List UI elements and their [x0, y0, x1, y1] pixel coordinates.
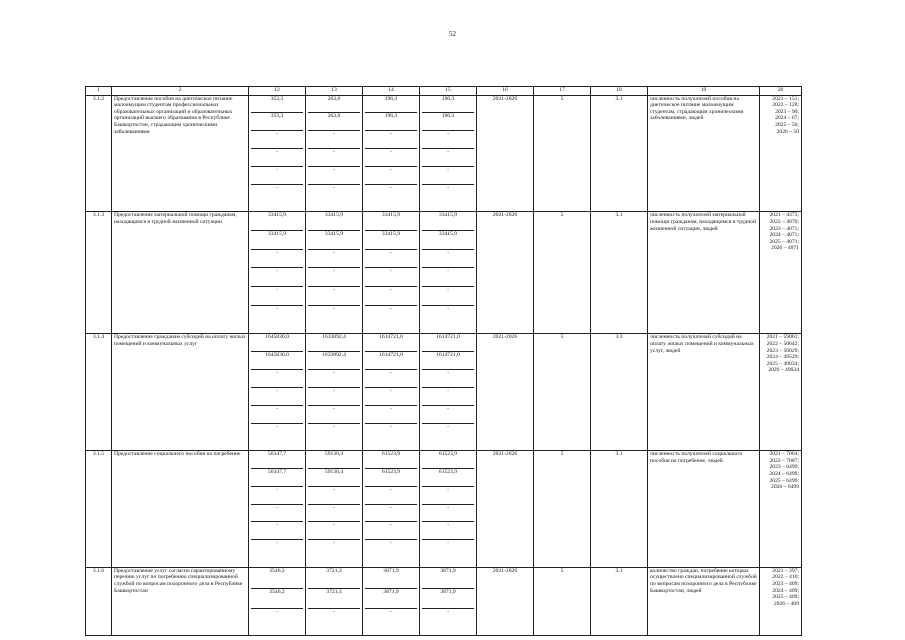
finance-value: -: [251, 250, 303, 269]
finance-column: [420, 95, 477, 212]
row-indicator: количество граждан, погребение которых осуществлено специализированной службой по вопросам похоронного дела в Республике Башкортостан, людей: [648, 567, 760, 635]
finance-value: -: [251, 167, 303, 185]
target-value: 2025 – 409;: [772, 594, 799, 601]
finance-value: -: [390, 423, 392, 430]
target-value: 2021 – 59061;: [766, 334, 799, 341]
target-value: 2025 – 4071;: [769, 238, 799, 245]
row-indicator: численность получателей социального пособия на погребение, людей: [648, 451, 760, 568]
finance-value: -: [251, 370, 303, 388]
finance-value: -: [422, 522, 474, 540]
row-targets: [760, 451, 802, 568]
finance-column: [363, 212, 420, 334]
row-col18: 3.3: [591, 334, 648, 451]
finance-value: -: [390, 184, 392, 191]
target-value: 2022 – 410;: [772, 574, 799, 581]
target-value: 2022 – 128;: [772, 102, 799, 109]
target-value: 2024 – 4071;: [769, 232, 799, 239]
finance-value: -: [422, 388, 474, 406]
header-row: [86, 87, 802, 96]
finance-value: 1645830,0: [251, 334, 303, 352]
finance-value: 3546,2: [251, 568, 303, 589]
finance-value: -: [365, 370, 417, 388]
row-period: 2021-2026: [477, 95, 534, 212]
finance-value: -: [308, 522, 360, 540]
target-value: 2021 – 7064;: [769, 451, 799, 458]
column-header: 12: [249, 87, 306, 96]
finance-value: 1633892,4: [308, 352, 360, 370]
finance-value: -: [365, 167, 417, 185]
row-targets: [760, 567, 802, 635]
row-period: 2021-2026: [477, 334, 534, 451]
target-value: 2023 – 4071;: [769, 225, 799, 232]
target-value: 2021 – 151;: [772, 95, 799, 102]
target-value: 2022 – 4070;: [769, 218, 799, 225]
finance-column: [249, 451, 306, 568]
finance-value: -: [365, 505, 417, 523]
finance-value: 196,3: [422, 113, 474, 131]
finance-value: 33415,9: [251, 231, 303, 250]
finance-value: -: [447, 540, 449, 547]
finance-column: [249, 567, 306, 635]
row-name: Предоставление социального пособия на погребение: [112, 451, 249, 568]
finance-value: -: [365, 250, 417, 269]
finance-column: [306, 567, 363, 635]
finance-value: 33415,9: [308, 231, 360, 250]
finance-value: -: [333, 540, 335, 547]
row-code: 3.1.5: [86, 451, 112, 568]
target-value: 2026 – 4071: [771, 245, 799, 252]
finance-value: -: [276, 305, 278, 312]
finance-value: 59130,4: [308, 469, 360, 487]
finance-value: -: [447, 423, 449, 430]
target-value: 2024 – 49529;: [766, 354, 799, 361]
finance-value: -: [251, 149, 303, 167]
target-value: 2026 – 50: [776, 128, 799, 135]
finance-value: -: [308, 487, 360, 505]
finance-value: 3871,9: [365, 568, 417, 589]
finance-value: -: [251, 131, 303, 149]
finance-value: -: [365, 406, 417, 424]
finance-value: 33415,9: [422, 231, 474, 250]
finance-value: 1614721,0: [365, 352, 417, 370]
finance-value: -: [422, 131, 474, 149]
target-value: 2022 – 50642;: [766, 341, 799, 348]
finance-value: -: [447, 184, 449, 191]
finance-value: -: [333, 184, 335, 191]
table-row: [86, 95, 802, 212]
finance-value: -: [308, 287, 360, 306]
column-header: 13: [306, 87, 363, 96]
row-col18: 3.1: [591, 567, 648, 635]
finance-value: -: [365, 388, 417, 406]
target-value: 2021 – 397;: [772, 567, 799, 574]
row-code: 3.1.6: [86, 567, 112, 635]
finance-value: 61523,9: [365, 469, 417, 487]
column-header: 16: [477, 87, 534, 96]
finance-value: 353,3: [251, 96, 303, 114]
finance-value: 1614721,0: [422, 334, 474, 352]
column-header: 19: [648, 87, 760, 96]
row-code: 3.1.4: [86, 334, 112, 451]
row-name: Предоставление услуг согласно гарантированному перечню услуг по погребению специализированной службой по вопросам похоронного дела в Республике Башкортостан: [112, 567, 249, 635]
finance-value: -: [422, 487, 474, 505]
finance-value: 263,0: [308, 96, 360, 114]
target-value: 2025 – 49034;: [766, 360, 799, 367]
finance-value: 353,3: [251, 113, 303, 131]
finance-value: -: [251, 505, 303, 523]
finance-value: -: [447, 609, 449, 616]
target-value: 2023 – 409;: [772, 581, 799, 588]
row-period: 2021-2026: [477, 567, 534, 635]
row-code: 3.1.3: [86, 212, 112, 334]
row-indicator: численность получателей материальной помощи гражданам, находящимся в трудной жизненной ситуации, людей: [648, 212, 760, 334]
program-table: [85, 86, 802, 636]
target-value: 2021 – 4373;: [769, 212, 799, 219]
finance-column: [363, 334, 420, 451]
row-col18: 3.1: [591, 451, 648, 568]
row-targets: [760, 95, 802, 212]
finance-value: -: [308, 268, 360, 287]
row-period: 2021-2026: [477, 451, 534, 568]
finance-value: -: [251, 522, 303, 540]
table-row: [86, 334, 802, 451]
finance-value: -: [365, 149, 417, 167]
finance-value: -: [251, 287, 303, 306]
target-value: 2026 – 409: [773, 600, 799, 607]
row-col18: 3.1: [591, 95, 648, 212]
finance-value: 263,0: [308, 113, 360, 131]
finance-value: -: [251, 268, 303, 287]
finance-column: [420, 567, 477, 635]
row-col17: 5: [534, 567, 591, 635]
finance-value: -: [422, 370, 474, 388]
finance-value: -: [333, 609, 335, 616]
finance-value: 33415,9: [308, 212, 360, 231]
row-name: Предоставление материальной помощи гражданам, находящимся в трудной жизненной ситуации: [112, 212, 249, 334]
row-col17: 5: [534, 95, 591, 212]
finance-value: 61523,9: [422, 469, 474, 487]
finance-value: -: [422, 149, 474, 167]
finance-value: 3546,2: [251, 589, 303, 610]
finance-column: [363, 95, 420, 212]
finance-value: -: [422, 167, 474, 185]
finance-column: [420, 212, 477, 334]
finance-value: 196,3: [422, 96, 474, 114]
finance-value: 56347,7: [251, 451, 303, 469]
finance-column: [249, 334, 306, 451]
finance-value: -: [308, 406, 360, 424]
target-value: 2024 – 67;: [775, 115, 799, 122]
finance-value: 196,3: [365, 113, 417, 131]
column-header: 15: [420, 87, 477, 96]
row-col17: 5: [534, 334, 591, 451]
row-targets: [760, 212, 802, 334]
finance-value: -: [333, 305, 335, 312]
finance-column: [306, 334, 363, 451]
column-header: 1: [86, 87, 112, 96]
row-period: 2021-2026: [477, 212, 534, 334]
target-value: 2024 – 6499;: [769, 470, 799, 477]
finance-value: -: [276, 423, 278, 430]
column-header: 17: [534, 87, 591, 96]
finance-column: [306, 451, 363, 568]
finance-value: -: [308, 131, 360, 149]
finance-value: -: [276, 609, 278, 616]
finance-value: 3871,9: [422, 589, 474, 610]
row-targets: [760, 334, 802, 451]
finance-value: 1633892,4: [308, 334, 360, 352]
finance-value: -: [422, 406, 474, 424]
column-header: 14: [363, 87, 420, 96]
row-indicator: численность получателей субсидий на оплату жилых помещений и коммунальных услуг, людей: [648, 334, 760, 451]
finance-value: -: [447, 305, 449, 312]
row-name: Предоставление гражданам субсидий на оплату жилых помещений и коммунальных услуг: [112, 334, 249, 451]
row-col18: 3.1: [591, 212, 648, 334]
finance-value: 3871,9: [422, 568, 474, 589]
finance-value: 3871,9: [365, 589, 417, 610]
finance-value: 3721,3: [308, 568, 360, 589]
page-number: 52: [449, 30, 456, 38]
table-row: [86, 451, 802, 568]
finance-column: [420, 334, 477, 451]
finance-value: -: [276, 540, 278, 547]
finance-value: 59130,4: [308, 451, 360, 469]
finance-value: 33415,9: [422, 212, 474, 231]
row-code: 3.1.2: [86, 95, 112, 212]
finance-column: [306, 95, 363, 212]
finance-column: [249, 212, 306, 334]
finance-value: -: [333, 423, 335, 430]
row-indicator: численность получателей пособия на диетическое питание малоимущим студентам, страдающим хроническими заболеваниями, людей: [648, 95, 760, 212]
finance-value: -: [365, 131, 417, 149]
finance-value: -: [422, 268, 474, 287]
finance-value: -: [251, 406, 303, 424]
finance-value: 61523,9: [422, 451, 474, 469]
target-value: 2023 – 6499;: [769, 464, 799, 471]
column-header: 2: [112, 87, 249, 96]
finance-value: 56347,7: [251, 469, 303, 487]
table-row: [86, 212, 802, 334]
target-value: 2023 – 90;: [775, 108, 799, 115]
finance-value: -: [365, 287, 417, 306]
finance-value: -: [308, 250, 360, 269]
target-value: 2022 – 7087;: [769, 457, 799, 464]
finance-value: -: [308, 388, 360, 406]
row-name: Предоставление пособия на диетическое питание малоимущим студентам профессиональных образовательных организаций и образовательных организаций высшего образования в Республике Башкортостан, страдающим хроническими заболеваниями: [112, 95, 249, 212]
finance-value: -: [251, 388, 303, 406]
target-value: 2025 – 50;: [775, 122, 799, 129]
finance-column: [363, 451, 420, 568]
row-col17: 5: [534, 212, 591, 334]
finance-value: -: [308, 167, 360, 185]
column-header: 20: [760, 87, 802, 96]
finance-value: -: [422, 250, 474, 269]
finance-value: -: [276, 184, 278, 191]
finance-value: 1614721,0: [422, 352, 474, 370]
finance-value: 33415,9: [365, 212, 417, 231]
table-row: [86, 567, 802, 635]
finance-value: -: [365, 487, 417, 505]
finance-value: -: [365, 268, 417, 287]
finance-value: -: [251, 487, 303, 505]
finance-value: -: [308, 505, 360, 523]
finance-value: -: [308, 149, 360, 167]
finance-value: 33415,9: [251, 212, 303, 231]
finance-value: -: [422, 287, 474, 306]
finance-value: 196,3: [365, 96, 417, 114]
finance-value: -: [308, 370, 360, 388]
finance-value: 33415,9: [365, 231, 417, 250]
finance-value: 1645830,0: [251, 352, 303, 370]
finance-value: 61523,9: [365, 451, 417, 469]
finance-value: 3721,3: [308, 589, 360, 610]
finance-value: -: [390, 540, 392, 547]
finance-value: -: [390, 609, 392, 616]
finance-value: -: [365, 522, 417, 540]
target-value: 2025 – 6499;: [769, 477, 799, 484]
target-value: 2026 – 49034: [768, 367, 799, 374]
finance-value: -: [390, 305, 392, 312]
finance-column: [249, 95, 306, 212]
finance-column: [420, 451, 477, 568]
row-col17: 5: [534, 451, 591, 568]
column-header: 18: [591, 87, 648, 96]
target-value: 2024 – 409;: [772, 587, 799, 594]
finance-column: [306, 212, 363, 334]
finance-value: -: [422, 505, 474, 523]
target-value: 2023 – 50029;: [766, 347, 799, 354]
finance-value: 1614721,0: [365, 334, 417, 352]
finance-column: [363, 567, 420, 635]
target-value: 2026 – 6499: [771, 484, 799, 491]
